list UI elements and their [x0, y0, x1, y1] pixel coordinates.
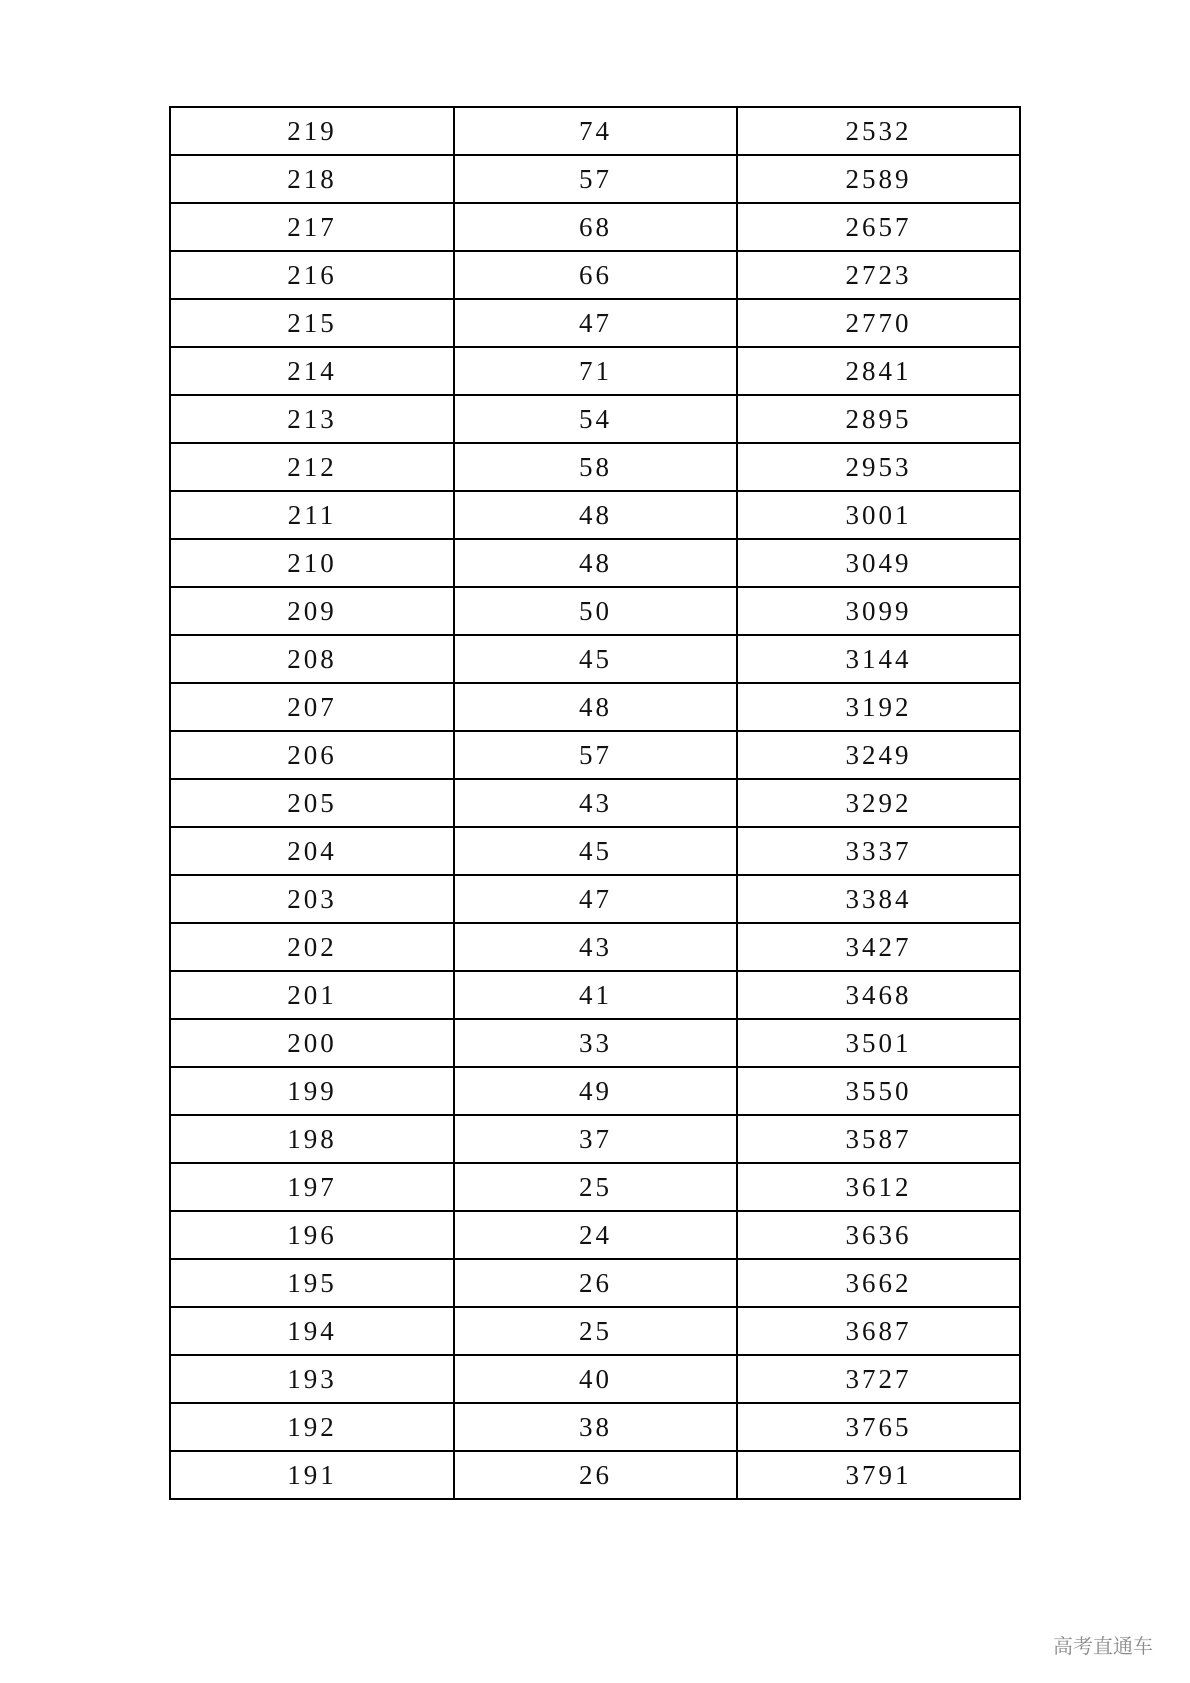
count-cell: 38: [454, 1403, 737, 1451]
cumulative-cell: 2657: [737, 203, 1020, 251]
score-cell: 199: [170, 1067, 454, 1115]
table-row: [170, 827, 1020, 875]
table-row: [170, 299, 1020, 347]
table-row: [170, 1211, 1020, 1259]
watermark-text: 高考直通车: [1053, 1634, 1153, 1658]
table-row: [170, 1019, 1020, 1067]
count-cell: 33: [454, 1019, 737, 1067]
count-cell: 48: [454, 491, 737, 539]
table-row: [170, 1259, 1020, 1307]
count-cell: 54: [454, 395, 737, 443]
count-cell: 74: [454, 107, 737, 155]
cumulative-cell: 2953: [737, 443, 1020, 491]
table-row: [170, 731, 1020, 779]
score-cell: 194: [170, 1307, 454, 1355]
score-cell: 213: [170, 395, 454, 443]
cumulative-cell: 3049: [737, 539, 1020, 587]
score-cell: 214: [170, 347, 454, 395]
cumulative-cell: 3337: [737, 827, 1020, 875]
score-cell: 216: [170, 251, 454, 299]
cumulative-cell: 3687: [737, 1307, 1020, 1355]
cumulative-cell: 2532: [737, 107, 1020, 155]
cumulative-cell: 3292: [737, 779, 1020, 827]
cumulative-cell: 3249: [737, 731, 1020, 779]
table-row: [170, 539, 1020, 587]
score-cell: 210: [170, 539, 454, 587]
count-cell: 43: [454, 779, 737, 827]
count-cell: 49: [454, 1067, 737, 1115]
table-row: [170, 155, 1020, 203]
cumulative-cell: 3427: [737, 923, 1020, 971]
score-cell: 209: [170, 587, 454, 635]
score-cell: 215: [170, 299, 454, 347]
cumulative-cell: 3384: [737, 875, 1020, 923]
count-cell: 43: [454, 923, 737, 971]
score-cell: 218: [170, 155, 454, 203]
count-cell: 68: [454, 203, 737, 251]
table-body: [170, 107, 1020, 1499]
score-cell: 193: [170, 1355, 454, 1403]
cumulative-cell: 2723: [737, 251, 1020, 299]
score-cell: 195: [170, 1259, 454, 1307]
score-cell: 208: [170, 635, 454, 683]
cumulative-cell: 3144: [737, 635, 1020, 683]
table-row: [170, 635, 1020, 683]
score-cell: 211: [170, 491, 454, 539]
score-cell: 202: [170, 923, 454, 971]
score-cell: 219: [170, 107, 454, 155]
count-cell: 41: [454, 971, 737, 1019]
table-row: [170, 107, 1020, 155]
cumulative-cell: 3099: [737, 587, 1020, 635]
table-row: [170, 587, 1020, 635]
score-cell: 204: [170, 827, 454, 875]
count-cell: 25: [454, 1307, 737, 1355]
cumulative-cell: 3550: [737, 1067, 1020, 1115]
cumulative-cell: 2589: [737, 155, 1020, 203]
table-row: [170, 1355, 1020, 1403]
score-cell: 212: [170, 443, 454, 491]
table-row: [170, 1451, 1020, 1499]
count-cell: 25: [454, 1163, 737, 1211]
cumulative-cell: 3501: [737, 1019, 1020, 1067]
count-cell: 26: [454, 1259, 737, 1307]
score-cell: 203: [170, 875, 454, 923]
count-cell: 45: [454, 635, 737, 683]
table-row: [170, 491, 1020, 539]
count-cell: 45: [454, 827, 737, 875]
table-row: [170, 1307, 1020, 1355]
score-cell: 201: [170, 971, 454, 1019]
cumulative-cell: 2895: [737, 395, 1020, 443]
table-row: [170, 779, 1020, 827]
cumulative-cell: 3791: [737, 1451, 1020, 1499]
cumulative-cell: 3192: [737, 683, 1020, 731]
score-cell: 198: [170, 1115, 454, 1163]
cumulative-cell: 3636: [737, 1211, 1020, 1259]
score-cell: 207: [170, 683, 454, 731]
count-cell: 50: [454, 587, 737, 635]
cumulative-cell: 3727: [737, 1355, 1020, 1403]
score-distribution-table: [169, 106, 1021, 1500]
table-row: [170, 923, 1020, 971]
count-cell: 48: [454, 539, 737, 587]
table-row: [170, 395, 1020, 443]
count-cell: 40: [454, 1355, 737, 1403]
score-cell: 196: [170, 1211, 454, 1259]
score-cell: 200: [170, 1019, 454, 1067]
table-row: [170, 971, 1020, 1019]
table-row: [170, 1067, 1020, 1115]
score-cell: 217: [170, 203, 454, 251]
cumulative-cell: 3662: [737, 1259, 1020, 1307]
cumulative-cell: 3001: [737, 491, 1020, 539]
table-row: [170, 203, 1020, 251]
count-cell: 47: [454, 299, 737, 347]
table-row: [170, 251, 1020, 299]
cumulative-cell: 3587: [737, 1115, 1020, 1163]
count-cell: 24: [454, 1211, 737, 1259]
cumulative-cell: 3468: [737, 971, 1020, 1019]
score-cell: 191: [170, 1451, 454, 1499]
count-cell: 66: [454, 251, 737, 299]
cumulative-cell: 3765: [737, 1403, 1020, 1451]
count-cell: 57: [454, 731, 737, 779]
cumulative-cell: 2770: [737, 299, 1020, 347]
score-cell: 206: [170, 731, 454, 779]
count-cell: 26: [454, 1451, 737, 1499]
score-cell: 197: [170, 1163, 454, 1211]
count-cell: 47: [454, 875, 737, 923]
count-cell: 58: [454, 443, 737, 491]
table-row: [170, 1403, 1020, 1451]
count-cell: 57: [454, 155, 737, 203]
table-row: [170, 683, 1020, 731]
count-cell: 48: [454, 683, 737, 731]
score-cell: 192: [170, 1403, 454, 1451]
cumulative-cell: 2841: [737, 347, 1020, 395]
count-cell: 71: [454, 347, 737, 395]
table-row: [170, 875, 1020, 923]
table-row: [170, 1115, 1020, 1163]
table-row: [170, 443, 1020, 491]
count-cell: 37: [454, 1115, 737, 1163]
table-row: [170, 1163, 1020, 1211]
cumulative-cell: 3612: [737, 1163, 1020, 1211]
table-row: [170, 347, 1020, 395]
score-cell: 205: [170, 779, 454, 827]
